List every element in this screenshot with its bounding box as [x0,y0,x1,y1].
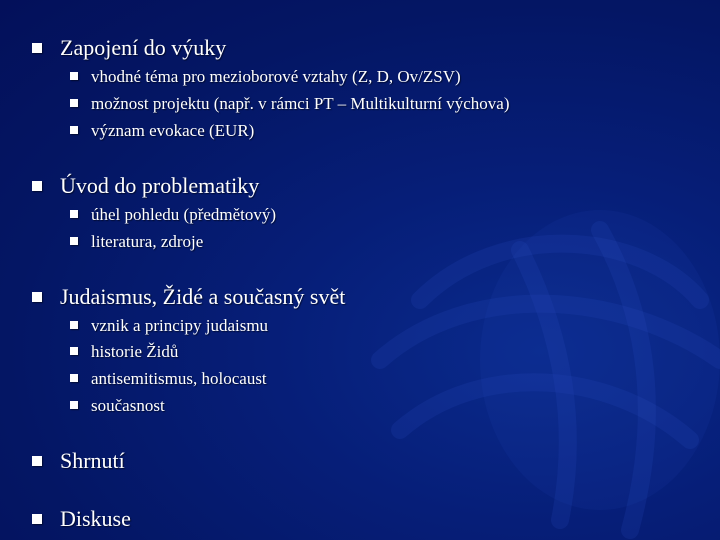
list-item [70,316,268,336]
list-item-text: úhel pohledu (předmětový) [91,205,277,224]
square-bullet-icon [70,72,78,80]
section-heading [32,173,259,199]
square-bullet-icon [70,321,78,329]
section-heading [32,284,345,310]
section-heading [32,448,125,474]
square-bullet-icon [70,99,78,107]
square-bullet-icon [70,126,78,134]
list-item-text: vznik a principy judaismu [91,316,269,335]
square-bullet-icon [70,374,78,382]
list-item [70,205,276,225]
list-item-text: možnost projektu (např. v rámci PT – Multikulturní výchova) [91,94,510,113]
section-heading [32,35,226,61]
section-title: Úvod do problematiky [60,173,260,198]
section-heading [32,506,131,532]
list-item [70,396,165,416]
list-item [70,67,461,87]
square-bullet-icon [70,401,78,409]
square-bullet-icon [70,210,78,218]
square-bullet-icon [32,456,42,466]
square-bullet-icon [32,43,42,53]
section-title: Shrnutí [60,448,125,473]
list-item [70,369,267,389]
square-bullet-icon [70,237,78,245]
list-item-text: význam evokace (EUR) [91,121,255,140]
list-item-text: současnost [91,396,165,415]
square-bullet-icon [32,514,42,524]
list-item [70,121,254,141]
list-item-text: historie Židů [91,342,179,361]
section-title: Zapojení do výuky [60,35,227,60]
section-title: Diskuse [60,506,131,531]
list-item-text: literatura, zdroje [91,232,204,251]
section-title: Judaismus, Židé a současný svět [60,284,346,309]
list-item [70,342,178,362]
square-bullet-icon [32,292,42,302]
list-item [70,94,509,114]
square-bullet-icon [70,347,78,355]
list-item-text: vhodné téma pro mezioborové vztahy (Z, D, Ov/ZSV) [91,67,461,86]
list-item [70,232,203,252]
square-bullet-icon [32,181,42,191]
list-item-text: antisemitismus, holocaust [91,369,267,388]
